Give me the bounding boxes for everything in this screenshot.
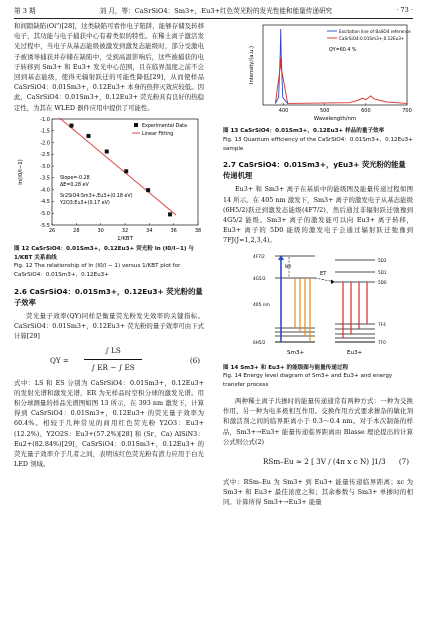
energy-transfer-arrowhead [331,279,335,284]
fig13-y-axis-label: Intensity/(a.u.) [249,45,255,85]
fig13-x-tick-label: 700 [402,108,412,114]
eq6-number: (6) [189,355,200,365]
sm-level-label-0: 4F7/2 [253,253,265,259]
fig13-x-axis-label: Wavelength/nm [313,116,357,122]
fig12-caption-cn: 图 12 CaSrSiO4：0.01Sm3+，0.12Eu3+ 荧光粉 ln (I0/I−1) 与 1/KBT 关系曲线 [14,245,194,261]
fig13-legend-label: Excitation line of BaSO4 reference [339,29,411,34]
fig12-x-axis-label: 1/KBT [117,235,133,242]
issue-number: 第 3 期 [14,7,36,15]
excitation-label: 405 nm [253,302,270,308]
running-title: 刘 月，等：CaSrSiO4：Sm3+，Eu3+红色荧光粉的发光性能和能量传递研究 [99,7,333,15]
eq6-fraction-bar [84,359,142,360]
fig12-annotation: Y2O3:Eu3+(0.17 eV) [60,200,110,206]
fig12-data-point [69,123,73,127]
fig12-y-tick-label: -3.5 [40,175,50,182]
fig12-y-tick-label: -5.0 [40,210,50,217]
section-2-6-heading: 2.6 CaSrSiO4：0.01Sm3+，0.12Eu3+ 荧光粉的量子效率 [14,287,203,308]
fig12-y-tick-label: -4.0 [40,187,50,194]
paragraph-quantum-efficiency: 荧光量子效率(QY)同样是衡量荧光粉发光效率的关键指标。CaSrSiO4：0.01Sm3+，0.12Eu3+ 荧光粉的量子效率可由下式计算[29] [14,312,204,341]
fig12-data-point [124,169,128,173]
fig14-energy-diagram [223,246,413,358]
eu-ion-label: Eu3+ [347,349,363,356]
fig12-caption-en: Fig. 12 The relationship of ln (I0/I − 1) versus 1/KBT plot for CaSrSiO4：0.01Sm3+，0.12Eu3+ [14,263,181,279]
fig13-caption-en: Fig. 13 Quantum efficiency of the CaSrSiO4：0.01Sm3+，0.12Eu3+ sample [223,136,413,152]
fig13-caption [223,127,413,153]
fig13-chart [223,21,413,125]
fig14-caption-en: Fig. 14 Energy level diagram of Sm3+ and Eu3+ and energy transfer process [223,373,393,389]
eq7-formula: RSm–Eu ≈ 2 [ 3V / (4π x c N) ]1/3 [263,457,386,467]
sm-level-label-1: 4G5/2 [253,275,266,281]
eq6-denominator: ∫ ER − ∫ ES [91,362,135,372]
fig12-y-tick-label: -3.0 [40,163,50,170]
eu-level-label-1: 5D1 [378,269,387,275]
fig12-x-tick-label: 26 [48,227,56,234]
fig12-data-point [168,212,172,216]
eu-level-label-3: 7F4 [378,321,386,327]
fig13-x-tick-label: 400 [278,108,289,114]
paragraph-defects: 和间隙缺陷(Oi")[28]，这类缺陷可看作电子陷阱，能够存储及转移电子，其功能与电子捕获中心有着类似的特性。在稀土离子激活发光过程中，当电子从基态能级被激发到激发态能级时，部分受激电子被诱导捕获并存储在缺陷中，受到高温影响后，这些被捕获的电子转移到 Sm3+ 和 Eu3+ 发光中心范围，且在临界温度之前不会回到基态能级，使得无辐射跃迁的可能性降低[29]，从而使样品 CaSrSiO4：0.01Sm3+，0.12Eu3+ 本身的热猝灭效应较低。因此，CaSrSiO4：0.01Sm3+，0.12Eu3+ 荧光粉具有良好的热稳定性，为其在 WLED 器件应用中提供了可能性。 [14,22,204,112]
page-header [14,4,413,16]
fig12-legend-fit: Linear Fitting [142,131,174,137]
fig12-legend-marker-experimental [134,123,138,127]
fig12-data-point [146,188,150,192]
sm-ion-label: Sm3+ [287,349,305,356]
eu-level-label-2: 5D0 [378,279,387,285]
fig12-data-point [105,149,109,153]
fig12-x-tick-label: 28 [73,227,80,234]
fig13-series-line [275,58,407,104]
fig12-y-axis-label: ln(I0/I−1) [18,159,24,185]
left-column [14,21,204,469]
fig12-y-tick-label: -1.0 [40,116,50,123]
eq7-number: (7) [398,457,409,467]
fig12-y-tick-label: -1.5 [40,128,50,135]
fig12-y-tick-label: -4.5 [40,199,50,206]
fig13-caption-cn: 图 13 CaSrSiO4：0.01Sm3+，0.12Eu3+ 样品的量子效率 [223,128,385,134]
equation-6 [14,342,204,378]
eu-level-label-0: 5D2 [378,257,387,263]
equation-7 [223,447,413,477]
fig12-annotation: Sr2SiO4:Sm3+,Eu3+(0.18 eV) [60,193,133,199]
fig12-x-tick-label: 38 [194,227,202,234]
fig12-y-tick-label: -2.5 [40,151,50,158]
paragraph-interaction-types: 两种稀土离子共掺时的能量传递通常有两种方式：一种为交换作用，另一种为电多极相互作用。交换作用方式要求掺杂的敏化剂和激活剂之间的临界距离小于 0.3～0.4 nm。对于本次制备的样品，Sm3+→Eu3+ 能量传递临界距离由 Blasse 理论提出的计算公式则公式(2) [223,397,413,446]
paragraph-energy-transfer: Eu3+ 和 Sm3+ 离子在基质中的能级图及能量传递过程如图 14 所示。在 405 nm 激发下，Sm3+ 离子的激发电子从基态能级(6H5/2)跃迁到激发态能级(4F7/2)，然后通过非辐射跃迁弛豫到4G5/2 能级。Sm3+ 离子的激发能可以向 Eu3+ 离子转移，Eu3+ 离子的 5D0 能级的激发电子会通过辐射跃迁弛豫到7FJ(J=1,2,3,4)。 [223,185,413,245]
paragraph-qy-result: 式中：LS 和 ES 分别为 CaSrSiO4：0.01Sm3+，0.12Eu3+ 的发射光谱和激发光谱，ER 为无样品时空积分球的激发光谱。用积分球测量的样品光谱图如图 13 所示，在 393 nm 激发下，计算得到 CaSrSiO4：0.01Sm3+，0.12Eu3+ 的荧光量子效率为 60.4%。相较于几种常见的商用红色荧光粉 Y2O3：Eu3+(12.2%)、Y2O2S：Eu3+(57.2%)[28] 和 (Sr，Ca) AlSiN3：Eu2+(82.84%)[29]，CaSrSiO4：0.01Sm3+，0.12Eu3+ 的荧光量子效率介于几者之间，表明该红色荧光粉有潜力应用于白光 LED 领域。 [14,378,204,469]
fig12-annotation: ΔE=0.28 eV [60,182,89,188]
fig12-chart [14,113,204,243]
eq6-lhs: QY = [50,355,69,365]
fig14-caption [223,364,413,390]
nr-label: NR [285,264,292,270]
eu-level-label-7: 7F0 [378,339,386,345]
fig12-x-tick-label: 34 [146,227,153,234]
fig12-y-tick-label: -5.5 [40,222,50,229]
header-rule [14,18,413,19]
eq6-numerator: ∫ LS [105,345,121,355]
right-column [223,21,413,508]
sm-level-label-5: 6H5/2 [253,339,266,345]
fig12-x-tick-label: 32 [121,227,129,234]
fig12-x-tick-label: 30 [97,227,104,234]
fig12-legend-experimental: Experimental Data [142,123,187,129]
fig12-annotation: Slope=-0.28 [60,175,90,181]
fig13-qy-annotation: QY=60.4 % [329,48,357,53]
eq6-fraction [84,344,142,375]
fig13-x-tick-label: 600 [361,108,371,114]
fig13-x-tick-label: 500 [319,108,330,114]
page-number: · 73 · [396,6,413,14]
fig13-legend-label: CaSrSiO4:0.01Sm3+,0.12Eu3+ [339,36,405,41]
fig12-y-tick-label: -2.0 [40,140,50,147]
eu-levels-group [335,260,375,342]
section-2-7-heading: 2.7 CaSrSiO4：0.01Sm3+，yEu3+ 荧光粉的能量传递机理 [223,160,406,181]
paragraph-critical-distance: 式中：RSm–Eu 为 Sm3+ 到 Eu3+ 能量传递临界距离；xc 为 Sm3+ 和 Eu3+ 最佳浓度之和；其余参数与 Sm3+ 单掺时的相同。计算所得 Sm3+→Eu3+ 能量 [223,478,413,507]
fig12-x-tick-label: 36 [170,227,177,234]
fig12-data-point [87,134,91,138]
sm-levels-group [275,255,315,342]
fig12-caption [14,245,204,280]
fig14-caption-cn: 图 14 Sm3+ 和 Eu3+ 的能级图与能量传递过程 [223,364,349,371]
et-label: ET [320,270,327,277]
